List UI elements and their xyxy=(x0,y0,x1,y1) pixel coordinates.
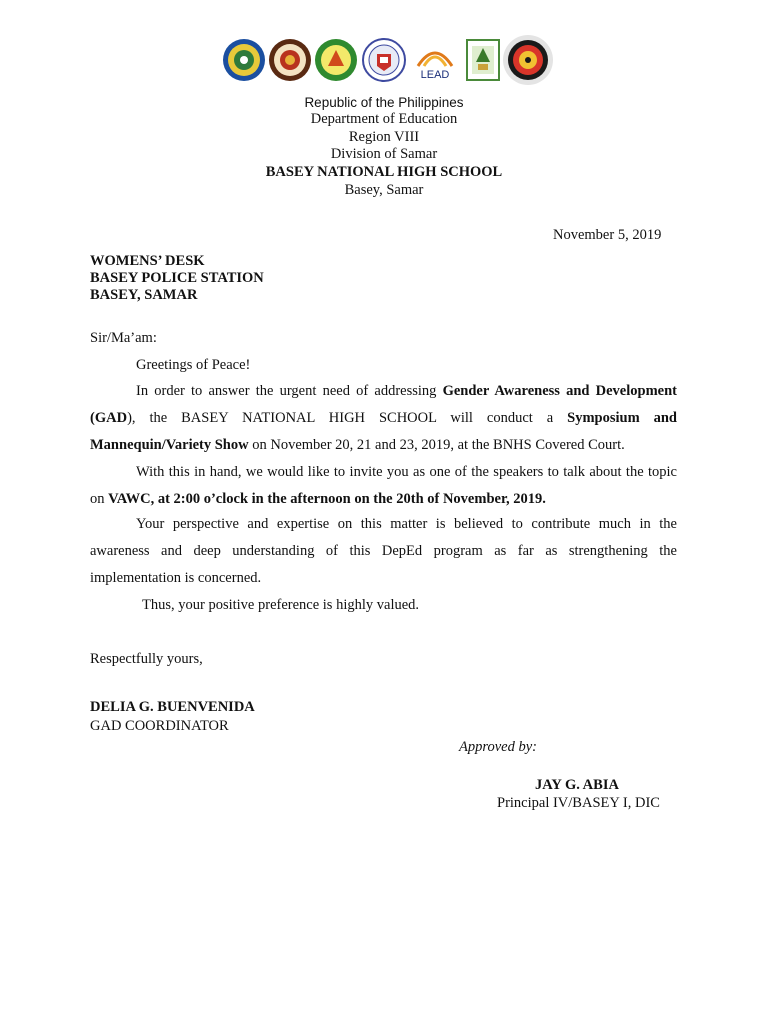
approver-name: JAY G. ABIA xyxy=(535,777,619,793)
paragraph-perspective-line-2: awareness and deep understanding of this DepEd program as far as strengthening the xyxy=(90,543,677,559)
signatory-name: DELIA G. BUENVENIDA xyxy=(90,699,255,715)
division-seal-icon xyxy=(268,38,312,82)
recipient-line-3: BASEY, SAMAR xyxy=(90,287,198,303)
emblem-square-icon xyxy=(466,38,500,82)
republic-line: Republic of the Philippines xyxy=(304,95,464,110)
paragraph-invitation-line-1: With this in hand, we would like to invite you as one of the speakers to talk about the topic xyxy=(136,464,677,480)
division-line: Division of Samar xyxy=(330,146,438,162)
recipient-line-2: BASEY POLICE STATION xyxy=(90,270,264,286)
region-line: Region VIII xyxy=(348,129,420,145)
lead-logo-icon xyxy=(410,38,460,82)
deped-logo-icon xyxy=(362,38,406,82)
paragraph-purpose xyxy=(90,378,677,459)
basey-seal-icon xyxy=(502,34,554,86)
paragraph-invitation-line-2: on VAWC, at 2:00 o’clock in the afternoon on the 20th of November, 2019. xyxy=(90,491,546,507)
letter-date: November 5, 2019 xyxy=(553,227,662,243)
paragraph-perspective-line-1: Your perspective and expertise on this matter is believed to contribute much in the xyxy=(136,516,677,532)
logo-row xyxy=(222,38,554,90)
paragraph-purpose-line-2: (GAD), the BASEY NATIONAL HIGH SCHOOL will conduct a Symposium and xyxy=(90,410,677,426)
salutation: Sir/Ma’am: xyxy=(90,330,157,346)
signatory-title: GAD COORDINATOR xyxy=(90,718,229,734)
school-name: BASEY NATIONAL HIGH SCHOOL xyxy=(265,164,503,180)
greeting: Greetings of Peace! xyxy=(136,357,251,373)
school-town: Basey, Samar xyxy=(344,182,424,198)
recipient-line-1: WOMENS’ DESK xyxy=(90,253,205,269)
approved-by-label: Approved by: xyxy=(459,739,537,755)
paragraph-invitation xyxy=(90,459,677,513)
approver-title: Principal IV/BASEY I, DIC xyxy=(497,795,660,811)
svg-text:LEAD: LEAD xyxy=(420,69,450,81)
closing: Respectfully yours, xyxy=(90,651,203,667)
department-line: Department of Education xyxy=(310,111,458,127)
paragraph-thanks: Thus, your positive preference is highly valued. xyxy=(142,597,420,613)
paragraph-perspective-line-3: implementation is concerned. xyxy=(90,570,262,586)
school-seal-icon xyxy=(314,38,358,82)
paragraph-perspective xyxy=(90,511,677,592)
deped-seal-icon xyxy=(222,38,266,82)
paragraph-purpose-line-1: In order to answer the urgent need of addressing Gender Awareness and Development xyxy=(136,383,677,399)
paragraph-purpose-line-3: Mannequin/Variety Show on November 20, 21 and 23, 2019, at the BNHS Covered Court. xyxy=(90,437,625,453)
